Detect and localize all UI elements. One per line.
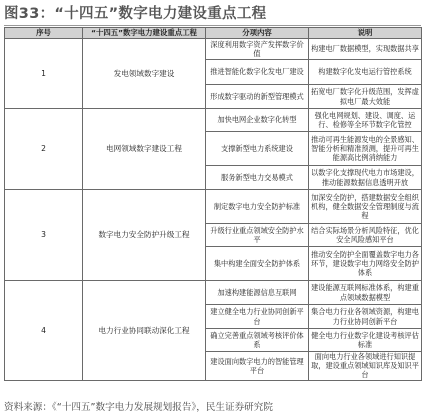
item-cell: 建设面向数字电力的智能管理平台 [206, 352, 309, 381]
desc-cell: 构建数字化发电运行管控系统 [309, 60, 422, 85]
desc-cell: 集合电力行业各领域资源，构建电力行业协同创新平台 [309, 305, 422, 329]
desc-cell: 以数字化支撑现代电力市场建设，推动能源数据信息透明开放 [309, 166, 422, 190]
group-no: 1 [5, 39, 83, 109]
desc-cell: 结合实际场景分析风险特征，优化安全风险感知平台 [309, 224, 422, 247]
item-cell: 集中构建全面安全防护体系 [206, 247, 309, 281]
title-divider [4, 25, 421, 26]
item-cell: 确立完善重点领域考核评价体系 [206, 329, 309, 352]
header-project: “十四五”数字电力建设重点工程 [83, 28, 206, 39]
header-no: 序号 [5, 28, 83, 39]
desc-cell: 构建电厂数据模型，实现数据共享 [309, 39, 422, 60]
desc-cell: 建设能源互联网标准体系，构建重点领域数据模型 [309, 281, 422, 305]
item-cell: 推进智能化数字化发电厂建设 [206, 60, 309, 85]
item-cell: 加快电网企业数字化转型 [206, 109, 309, 132]
desc-cell: 推动安全防护全面覆盖数字电力各环节，建设数字电力网络安全防护体系 [309, 247, 422, 281]
projects-table [4, 27, 422, 381]
table-row [5, 109, 422, 132]
item-cell: 加速构建能源信息互联网 [206, 281, 309, 305]
desc-cell: 推动可再生能源发电的全景感知、智能分析和精准预测，提升可再生能源高比例消纳能力 [309, 132, 422, 166]
group-no: 2 [5, 109, 83, 190]
group-project: 发电领域数字建设 [83, 39, 206, 109]
desc-cell: 加深安全防护，搭建数据安全组织机构，健全数据安全管理制度与流程 [309, 190, 422, 224]
header-item: 分项内容 [206, 28, 309, 39]
table-row [5, 190, 422, 224]
group-no: 3 [5, 190, 83, 281]
table-row [5, 39, 422, 60]
group-project: 电力行业协同联动深化工程 [83, 281, 206, 381]
item-cell: 形成数字驱动的新型管理模式 [206, 85, 309, 109]
group-project: 数字电力安全防护升级工程 [83, 190, 206, 281]
header-desc: 说明 [309, 28, 422, 39]
source-note: 资料来源：《“十四五”数字电力发展规划报告》，民生证券研究院 [4, 402, 273, 413]
table-row [5, 281, 422, 305]
desc-cell: 强化电网规划、建设、调度、运行、检修等全环节数字化管控 [309, 109, 422, 132]
item-cell: 升级行业重点领域安全防护水平 [206, 224, 309, 247]
desc-cell: 拓宽电厂数字化升级范围，发挥虚拟电厂最大效能 [309, 85, 422, 109]
item-cell: 服务新型电力交易模式 [206, 166, 309, 190]
group-project: 电网领域数字建设工程 [83, 109, 206, 190]
item-cell: 制定数字电力安全防护标准 [206, 190, 309, 224]
item-cell: 深度利用数字资产发挥数字价值 [206, 39, 309, 60]
desc-cell: 健全电力行业数字化建设考核评估标准 [309, 329, 422, 352]
table-header-row [5, 28, 422, 39]
page-title: 图33：“十四五”数字电力建设重点工程 [4, 6, 267, 22]
desc-cell: 面向电力行业各领域进行知识提取，建设重点领域知识库及知识平台 [309, 352, 422, 381]
item-cell: 建立健全电力行业协同创新平台 [206, 305, 309, 329]
item-cell: 支撑新型电力系统建设 [206, 132, 309, 166]
group-no: 4 [5, 281, 83, 381]
